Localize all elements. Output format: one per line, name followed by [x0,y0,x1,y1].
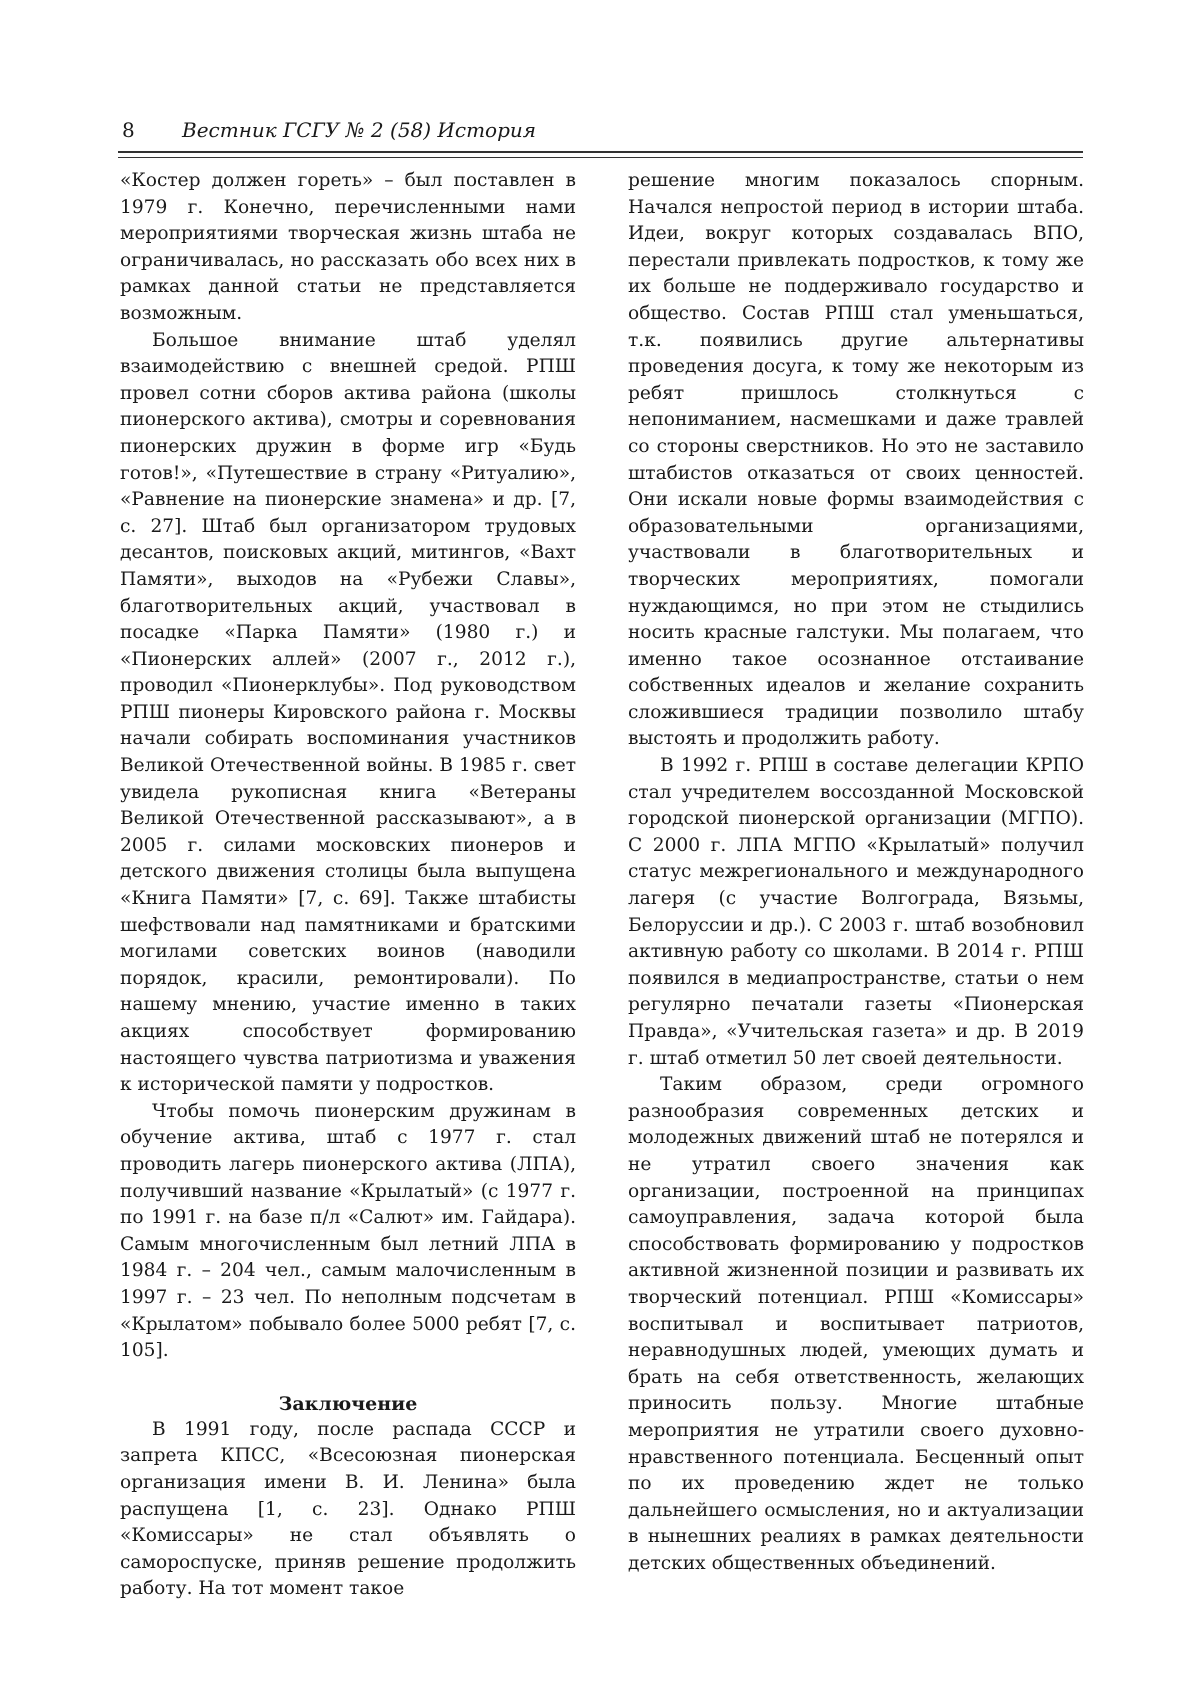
paragraph: Чтобы помочь пионерским дружинам в обучение актива, штаб с 1977 г. стал проводить лагерь пионерского актива (ЛПА), получивший название «Крылатый» (с 1977 г. по 1991 г. на базе п/л «Салют» им. Гайдара). Самым многочисленным был летний ЛПА в 1984 г. – 204 чел., самым малочисленным в 1997 г. – 23 чел. По неполным подсчетам в «Крылатом» побывало более 5000 ребят [7, с. 105]. [120,1100,576,1362]
running-header [118,110,1083,150]
section-heading: Заключение [278,1392,418,1415]
header-rule [118,151,1083,153]
paragraph: «Костер должен гореть» – был поставлен в 1979 г. Конечно, перечисленными нами мероприятиями творческая жизнь штаба не ограничивалась, но рассказать обо всех них в рамках данной статьи не представляется возможным. [120,170,576,324]
paragraph: В 1991 году, после распада СССР и запрета КПСС, «Всесоюзная пионерская организация имени В. И. Ленина» была распущена [1, с. 23]. Однако РПШ «Комиссары» не стал объявлять о самороспуске, приняв решение продолжить работу. На тот момент такое [120,1418,576,1600]
page-number: 8 [122,118,135,142]
paragraph: решение многим показалось спорным. Начался непростой период в истории штаба. Идеи, вокруг которых создавалась ВПО, перестали привлекать подростков, к тому же их больше не поддерживало государство и общество. Состав РПШ стал уменьшаться, т.к. появились другие альтернативы проведения досуга, к тому же некоторым из ребят пришлось столкнуться с непониманием, насмешками и даже травлей со стороны сверстников. Но это не заставило штабистов отказаться от своих ценностей. Они искали новые формы взаимодействия с образовательными организациями, участвовали в благотворительных и творческих мероприятиях, помогали нуждающимся, но при этом не стыдились носить красные галстуки. Мы полагаем, что именно такое осознанное отстаивание собственных идеалов и желание сохранить сложившиеся традиции позволило штабу выстоять и продолжить работу. [628,170,1084,750]
left-column [120,168,576,1603]
paragraph: Таким образом, среди огромного разнообразия современных детских и молодежных движений штаб не потерялся и не утратил своего значения как организации, построенной на принципах самоуправления, задача которой была способствовать формированию у подростков активной жизненной позиции и развивать их творческий потенциал. РПШ «Комиссары» воспитывал и воспитывает патриотов, неравнодушных людей, умеющих думать и брать на себя ответственность, желающих приносить пользу. Многие штабные мероприятия не утратили своего духовно-нравственного потенциала. Бесценный опыт по их проведению ждет не только дальнейшего осмысления, но и актуализации в нынешних реалиях в рамках деятельности детских общественных объединений. [628,1074,1084,1574]
paragraph: Большое внимание штаб уделял взаимодействию с внешней средой. РПШ провел сотни сборов актива района (школы пионерского актива), смотры и соревнования пионерских дружин в форме игр «Будь готов!», «Путешествие в страну «Ритуалию», «Равнение на пионерские знамена» и др. [7, с. 27]. Штаб был организатором трудовых десантов, поисковых акций, митингов, «Вахт Памяти», выходов на «Рубежи Славы», благотворительных акций, участвовал в посадке «Парка Памяти» (1980 г.) и «Пионерских аллей» (2007 г., 2012 г.), проводил «Пионерклубы». Под руководством РПШ пионеры Кировского района г. Москвы начали собирать воспоминания участников Великой Отечественной войны. В 1985 г. свет увидела рукописная книга «Ветераны Великой Отечественной рассказывают», а в 2005 г. силами московских пионеров и детского движения столицы была выпущена «Книга Памяти» [7, с. 69]. Также штабисты шефствовали над памятниками и братскими могилами советских воинов (наводили порядок, красили, ремонтировали). По нашему мнению, участие именно в таких акциях способствует формированию настоящего чувства патриотизма и уважения к исторической памяти у подростков. [120,329,576,1096]
journal-title: Вестник ГСГУ № 2 (58) История [182,118,537,142]
header-rule-thin [118,157,1083,158]
paragraph: В 1992 г. РПШ в составе делегации КРПО стал учредителем воссозданной Московской городской пионерской организации (МГПО). С 2000 г. ЛПА МГПО «Крылатый» получил статус межрегионального и международного лагеря (с участие Волгограда, Вязьмы, Белоруссии и др.). С 2003 г. штаб возобновил активную работу со школами. В 2014 г. РПШ появился в медиапространстве, статьи о нем регулярно печатали газеты «Пионерская Правда», «Учительская газета» и др. В 2019 г. штаб отметил 50 лет своей деятельности. [628,755,1084,1069]
right-column [628,168,1084,1577]
